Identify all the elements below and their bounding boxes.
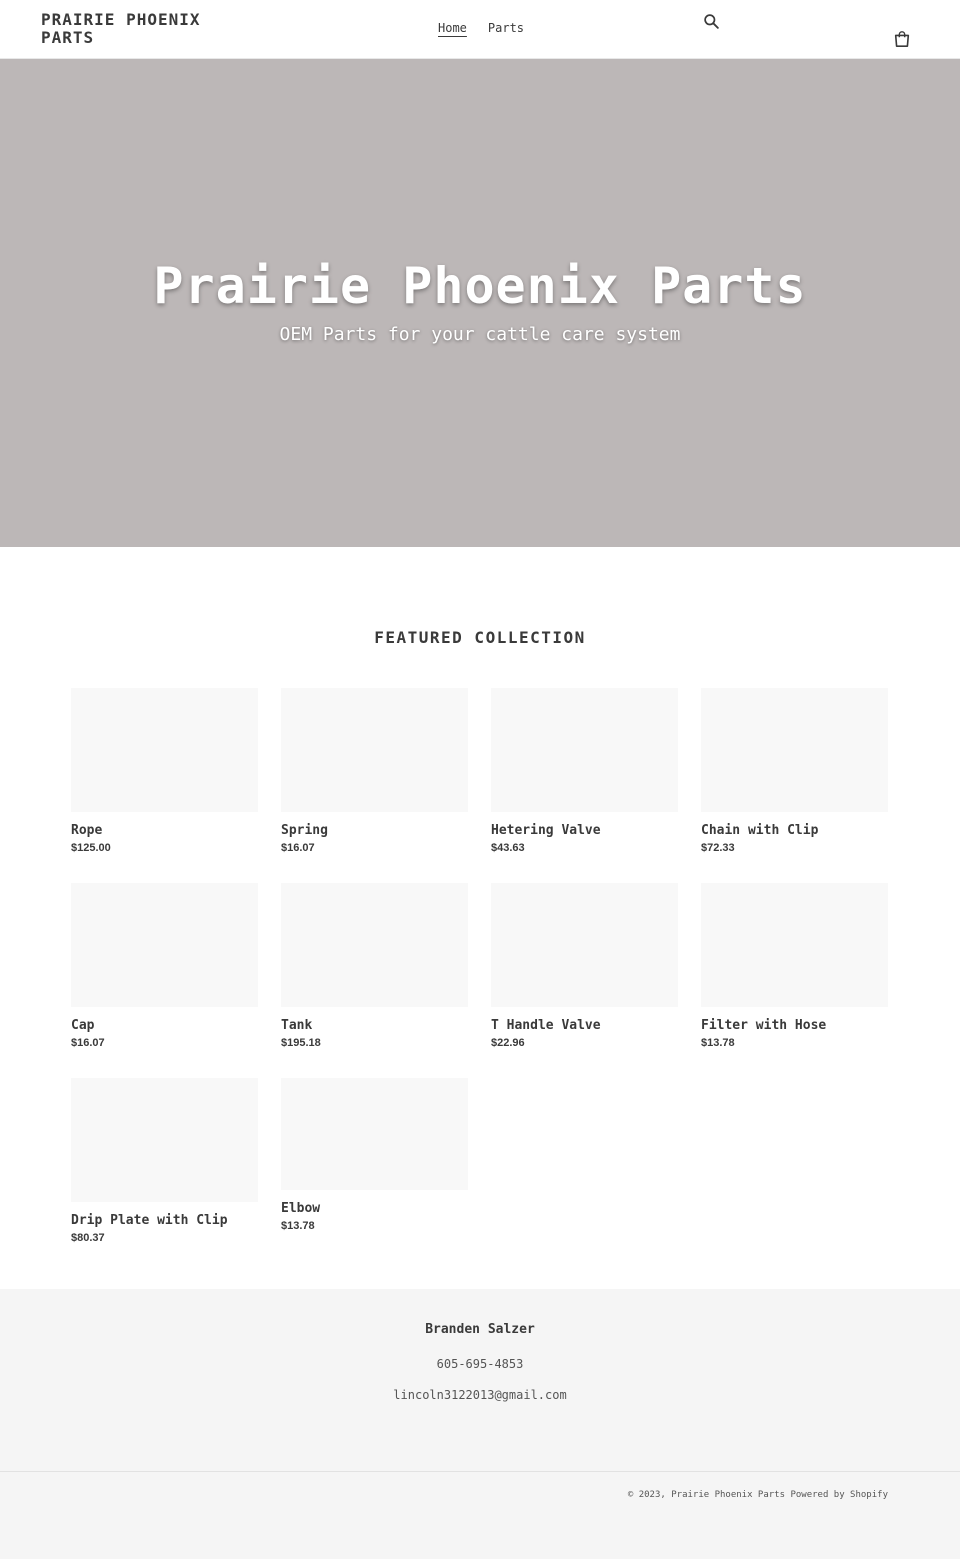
product-price: $195.18 <box>281 1037 321 1049</box>
product-card[interactable] <box>281 688 468 854</box>
main-nav <box>438 21 524 35</box>
product-price: $13.78 <box>281 1220 315 1232</box>
footer-copyright <box>628 1490 888 1500</box>
nav-home-link[interactable]: Home <box>438 21 467 35</box>
product-image[interactable] <box>281 1078 468 1190</box>
product-card[interactable] <box>491 688 678 854</box>
product-price: $72.33 <box>701 842 735 854</box>
product-card[interactable] <box>491 883 678 1049</box>
product-image[interactable] <box>71 883 258 1007</box>
footer-phone: 605-695-4853 <box>436 1357 524 1371</box>
product-image[interactable] <box>701 883 888 1007</box>
product-name[interactable]: Rope <box>71 823 103 838</box>
product-price: $80.37 <box>71 1232 105 1244</box>
footer-divider <box>0 1471 960 1472</box>
product-image[interactable] <box>491 688 678 812</box>
product-image[interactable] <box>491 883 678 1007</box>
product-price: $13.78 <box>701 1037 735 1049</box>
product-name[interactable]: Hetering Valve <box>491 823 601 838</box>
product-name[interactable]: Tank <box>281 1018 313 1033</box>
footer-store-link[interactable]: Prairie Phoenix Parts <box>671 1490 786 1500</box>
product-card[interactable] <box>281 883 468 1049</box>
search-icon[interactable] <box>703 13 720 30</box>
product-image[interactable] <box>701 688 888 812</box>
product-name[interactable]: T Handle Valve <box>491 1018 601 1033</box>
product-price: $43.63 <box>491 842 525 854</box>
product-image[interactable] <box>281 883 468 1007</box>
site-logo[interactable]: PRAIRIE PHOENIX PARTS <box>41 10 201 47</box>
product-price: $16.07 <box>71 1037 105 1049</box>
product-name[interactable]: Drip Plate with Clip <box>71 1213 228 1228</box>
product-price: $125.00 <box>71 842 111 854</box>
site-footer <box>0 1289 960 1559</box>
powered-by-shopify-link[interactable]: Powered by Shopify <box>790 1490 888 1500</box>
product-card[interactable] <box>71 1078 258 1244</box>
hero-title: Prairie Phoenix Parts <box>153 257 807 315</box>
product-image[interactable] <box>71 688 258 812</box>
product-name[interactable]: Cap <box>71 1018 95 1033</box>
product-price: $16.07 <box>281 842 315 854</box>
nav-parts-link[interactable]: Parts <box>487 21 525 35</box>
footer-email: lincoln3122013@gmail.com <box>393 1388 567 1402</box>
product-card[interactable] <box>701 688 888 854</box>
cart-bag-icon[interactable] <box>893 30 911 48</box>
product-card[interactable] <box>71 688 258 854</box>
product-card[interactable] <box>71 883 258 1049</box>
site-header <box>0 0 960 59</box>
product-image[interactable] <box>281 688 468 812</box>
product-name[interactable]: Spring <box>281 823 328 838</box>
hero-subtitle: OEM Parts for your cattle care system <box>279 324 681 345</box>
product-name[interactable]: Filter with Hose <box>701 1018 827 1033</box>
product-image[interactable] <box>71 1078 258 1202</box>
footer-contact-name: Branden Salzer <box>425 1322 535 1337</box>
product-price: $22.96 <box>491 1037 525 1049</box>
product-card[interactable] <box>281 1078 468 1232</box>
hero-banner <box>0 59 960 547</box>
product-card[interactable] <box>701 883 888 1049</box>
copyright-text: © 2023, <box>627 1490 666 1500</box>
product-name[interactable]: Elbow <box>281 1201 321 1216</box>
product-name[interactable]: Chain with Clip <box>701 823 819 838</box>
featured-collection-title: FEATURED COLLECTION <box>374 628 586 647</box>
